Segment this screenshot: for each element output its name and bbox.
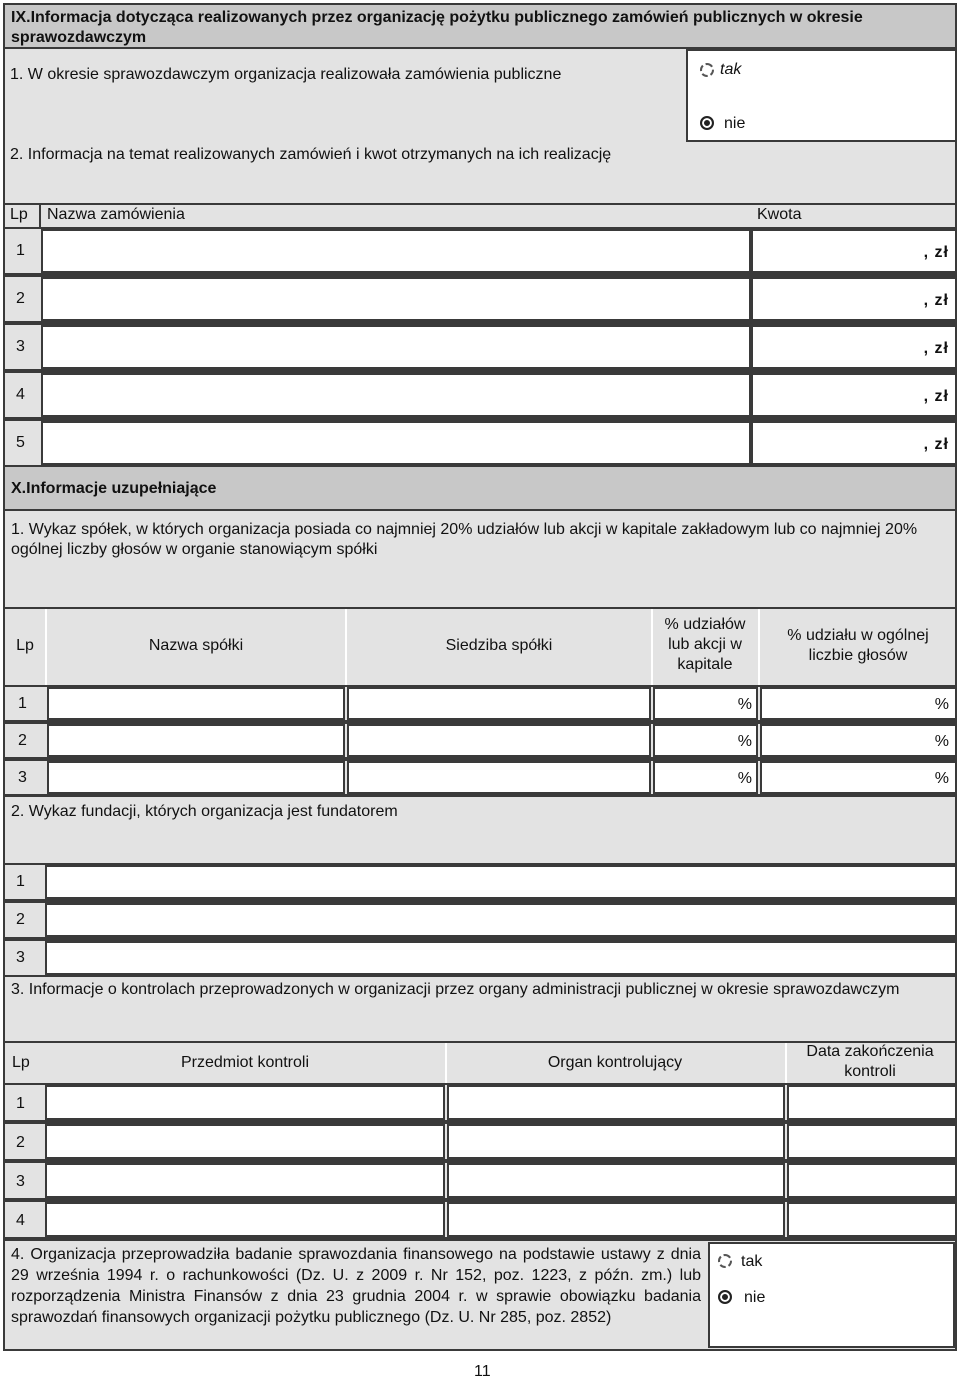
glosy-percent: % bbox=[934, 696, 949, 713]
glosy-input[interactable] bbox=[760, 761, 957, 794]
udzialy-percent: % bbox=[737, 770, 752, 787]
kwota-input[interactable] bbox=[751, 373, 957, 417]
companies-header-div-4 bbox=[758, 609, 760, 685]
col-udzialy-kapital: % udziałów lub akcji w kapitale bbox=[664, 616, 746, 673]
companies-question-box bbox=[3, 509, 957, 609]
nazwa-zamowienia-input[interactable] bbox=[41, 277, 751, 321]
col-udzial-glosy: % udziału w ogólnej liczbie głosów bbox=[787, 627, 929, 664]
controls-header-div-2 bbox=[785, 1043, 787, 1083]
col-lp: Lp bbox=[12, 1054, 30, 1071]
kwota-value: , zł bbox=[923, 436, 949, 453]
organ-kontrolujacy-input[interactable] bbox=[447, 1163, 785, 1198]
row-lp: 2 bbox=[16, 911, 25, 928]
question-1-label: 1. W okresie sprawozdawczym organizacja realizowała zamówienia publiczne bbox=[10, 66, 562, 83]
nazwa-spolki-input[interactable] bbox=[47, 724, 345, 757]
fundacja-input[interactable] bbox=[45, 903, 957, 937]
audit-question: 4. Organizacja przeprowadziła badanie sprawozdania finansowego na podstawie ustawy z dnia 29 września 1994 r. o rachunkowości (Dz. U. z 2009 r. Nr 152, poz. 1223, z późn. zm.) lub rozporządzenia Ministra Finansów z dnia 23 grudnia 2004 r. w sprawie obowiązku badania sprawozdań finansowych organizacji pożytku publicznego (Dz. U. Nr 285, poz. 2852) bbox=[11, 1246, 701, 1326]
col-lp: Lp bbox=[16, 637, 34, 654]
glosy-percent: % bbox=[934, 770, 949, 787]
glosy-input[interactable] bbox=[760, 687, 957, 720]
organ-kontrolujacy-input[interactable] bbox=[447, 1124, 785, 1159]
kwota-input[interactable] bbox=[751, 229, 957, 273]
row-lp: 5 bbox=[16, 434, 25, 451]
glosy-input[interactable] bbox=[760, 724, 957, 757]
kwota-value: , zł bbox=[923, 340, 949, 357]
kwota-input[interactable] bbox=[751, 421, 957, 465]
col-siedziba-spolki: Siedziba spółki bbox=[445, 637, 553, 654]
row-lp: 1 bbox=[18, 695, 27, 712]
col-kwota: Kwota bbox=[757, 206, 802, 223]
przedmiot-kontroli-input[interactable] bbox=[45, 1085, 445, 1120]
radio-tak[interactable] bbox=[700, 63, 714, 77]
companies-question: 1. Wykaz spółek, w których organizacja posiada co najmniej 20% udziałów lub akcji w kapitale zakładowym lub co najmniej 20% ogólnej liczby głosów w organie stanowiącym spółki bbox=[11, 521, 918, 558]
audit-option-tak-label: tak bbox=[741, 1253, 763, 1270]
controls-question: 3. Informacje o kontrolach przeprowadzonych w organizacji przez organy administracji publicznej w okresie sprawozdawczym bbox=[11, 981, 900, 998]
udzialy-input[interactable] bbox=[653, 687, 758, 720]
section-10-title: X.Informacje uzupełniające bbox=[11, 480, 217, 497]
nazwa-zamowienia-input[interactable] bbox=[41, 421, 751, 465]
foundations-question: 2. Wykaz fundacji, których organizacja jest fundatorem bbox=[11, 803, 398, 820]
radio-nie[interactable] bbox=[700, 116, 714, 130]
row-lp: 2 bbox=[16, 290, 25, 307]
companies-header-div-3 bbox=[651, 609, 653, 685]
kwota-input[interactable] bbox=[751, 325, 957, 369]
glosy-percent: % bbox=[934, 733, 949, 750]
col-divider bbox=[39, 205, 41, 227]
nazwa-spolki-input[interactable] bbox=[47, 761, 345, 794]
section-9-title: IX.Informacja dotycząca realizowanych przez organizację pożytku publicznego zamówień publicznych w okresie sprawozdawczym bbox=[11, 9, 863, 46]
col-nazwa-spolki: Nazwa spółki bbox=[148, 637, 244, 654]
nazwa-zamowienia-input[interactable] bbox=[41, 373, 751, 417]
row-lp: 3 bbox=[18, 769, 27, 786]
udzialy-percent: % bbox=[737, 733, 752, 750]
data-zakonczenia-input[interactable] bbox=[787, 1163, 957, 1198]
row-lp: 1 bbox=[16, 1095, 25, 1112]
nazwa-zamowienia-input[interactable] bbox=[41, 325, 751, 369]
page-number: 11 bbox=[474, 1363, 491, 1380]
foundations-question-box bbox=[3, 795, 957, 865]
nazwa-spolki-input[interactable] bbox=[47, 687, 345, 720]
udzialy-input[interactable] bbox=[653, 724, 758, 757]
row-lp: 2 bbox=[18, 732, 27, 749]
question-2-label: 2. Informacja na temat realizowanych zamówień i kwot otrzymanych na ich realizację bbox=[10, 146, 612, 163]
row-lp: 3 bbox=[16, 1173, 25, 1190]
fundacja-input[interactable] bbox=[45, 865, 957, 899]
col-przedmiot-kontroli: Przedmiot kontroli bbox=[180, 1054, 310, 1071]
siedziba-spolki-input[interactable] bbox=[347, 761, 651, 794]
fundacja-input[interactable] bbox=[45, 941, 957, 975]
radio-audit-tak[interactable] bbox=[718, 1254, 732, 1268]
przedmiot-kontroli-input[interactable] bbox=[45, 1163, 445, 1198]
row-lp: 1 bbox=[16, 873, 25, 890]
public-procurement-options bbox=[686, 49, 957, 142]
col-organ-kontrolujacy: Organ kontrolujący bbox=[547, 1054, 683, 1071]
controls-question-box bbox=[3, 975, 957, 1043]
row-lp: 4 bbox=[16, 1212, 25, 1229]
data-zakonczenia-input[interactable] bbox=[787, 1124, 957, 1159]
radio-audit-nie[interactable] bbox=[718, 1290, 732, 1304]
data-zakonczenia-input[interactable] bbox=[787, 1085, 957, 1120]
section-9-header bbox=[3, 3, 957, 49]
udzialy-percent: % bbox=[737, 696, 752, 713]
kwota-value: , zł bbox=[923, 244, 949, 261]
section-10-header bbox=[3, 465, 957, 511]
option-nie-label: nie bbox=[724, 115, 746, 132]
row-lp: 3 bbox=[16, 338, 25, 355]
col-data-zakonczenia: Data zakończenia kontroli bbox=[806, 1043, 934, 1080]
kwota-input[interactable] bbox=[751, 277, 957, 321]
audit-options bbox=[708, 1242, 955, 1348]
siedziba-spolki-input[interactable] bbox=[347, 687, 651, 720]
przedmiot-kontroli-input[interactable] bbox=[45, 1202, 445, 1237]
organ-kontrolujacy-input[interactable] bbox=[447, 1085, 785, 1120]
row-lp: 2 bbox=[16, 1134, 25, 1151]
row-lp: 3 bbox=[16, 949, 25, 966]
kwota-value: , zł bbox=[923, 292, 949, 309]
col-lp: Lp bbox=[10, 206, 28, 223]
row-lp: 1 bbox=[16, 242, 25, 259]
audit-option-nie-label: nie bbox=[744, 1289, 766, 1306]
udzialy-input[interactable] bbox=[653, 761, 758, 794]
siedziba-spolki-input[interactable] bbox=[347, 724, 651, 757]
data-zakonczenia-input[interactable] bbox=[787, 1202, 957, 1237]
przedmiot-kontroli-input[interactable] bbox=[45, 1124, 445, 1159]
row-lp: 4 bbox=[16, 386, 25, 403]
organ-kontrolujacy-input[interactable] bbox=[447, 1202, 785, 1237]
nazwa-zamowienia-input[interactable] bbox=[41, 229, 751, 273]
kwota-value: , zł bbox=[923, 388, 949, 405]
option-tak-label: tak bbox=[720, 61, 742, 78]
col-nazwa-zamowienia: Nazwa zamówienia bbox=[47, 206, 185, 223]
